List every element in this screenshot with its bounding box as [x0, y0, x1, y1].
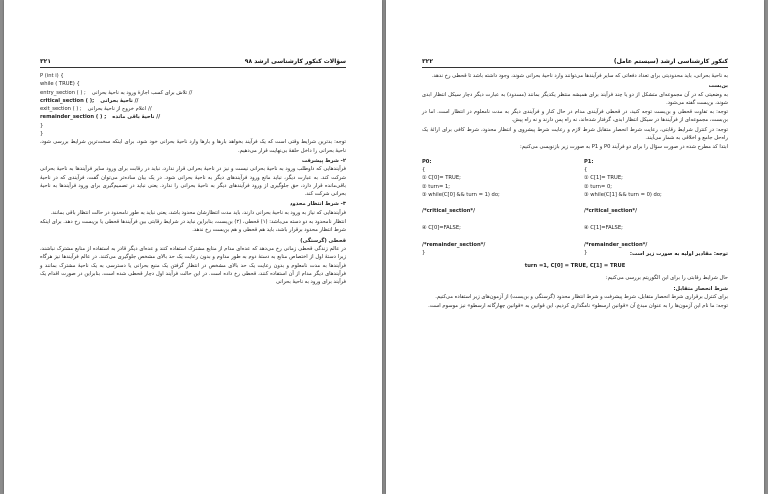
right-page-body — [422, 72, 728, 464]
paragraph: انتظار نامحدود به دو دسته می‌باشد: (۱) قحطی، (۲) بن‌بست، بنابراین نباید در شرایط رقابتی بین فرآیندها قحطی یا بن‌بست رخ دهد. برای اینکه شرط انتظار محدود برقرار باشد، باید هم قحطی و هم بن‌بست رخ ندهد. — [40, 219, 346, 234]
code-text: } — [40, 131, 44, 138]
note-paragraph-2: توجه: در کنترل شرایط رقابتی، رعایت شرط انحصار متقابل شرط لازم و رعایت شرط پیشروی و انتظار محدود، شرط کافی برای ارائهٔ یک راه‌حل جامع و اخلاقی به شمار می‌آیند. — [422, 126, 728, 142]
code-line — [40, 97, 346, 105]
code-line — [40, 130, 346, 138]
p1-code-line: ④ C[1]=FALSE; — [584, 225, 623, 232]
note-paragraph-3: ابتدا کد مطرح شده در صورت سؤال را برای دو فرآیند P0 و P1 به صورت زیر بازنویسی می‌کنیم: — [520, 144, 728, 151]
left-text-blocks — [40, 138, 346, 286]
p1-code-line — [584, 199, 724, 207]
code-line — [40, 122, 346, 130]
code-text: P (int i) { — [40, 73, 64, 79]
p0-code-line: /*critical_section*/ — [422, 208, 476, 215]
right-page-header — [422, 55, 728, 68]
note-paragraph-1: توجه: به تفاوت قحطی و بن‌بست توجه کنید، در قحطی فرآیندی مدام در حال کنار و فرآیندی دیگر به مدت نامعلوم در انتظار است. اما در بن‌بست، مجموعه‌ای از فرآیندها در سیکل انتظار ابدی، گرفتار شده‌اند، نه راه پس دارند و نه راه پیش. — [422, 109, 728, 124]
note-paragraph-4: توجه: مقادیر اولیه به صورت زیر است: — [629, 250, 728, 257]
section-heading: ۲- شرط پیشرفت — [301, 157, 346, 164]
code-text: while ( TRUE) { — [40, 81, 80, 88]
code-comment: // اعلام خروج از ناحیهٔ بحرانی — [87, 106, 152, 113]
code-text: entry_section ( ) ; — [40, 89, 86, 96]
intro-paragraph: به ناحیهٔ بحرانی، باید محدودیتی برای تعداد دفعاتی که سایر فرآیندها می‌توانند وارد ناحیهٔ بحرانی شوند، وجود داشته باشد تا قحطی رخ ندهد. — [431, 73, 728, 79]
left-page — [4, 0, 382, 494]
p0-code-line: /*remainder_section*/ — [422, 241, 486, 248]
code-block — [40, 72, 346, 138]
p1-code — [584, 158, 724, 258]
code-text: remainder_section ( ) ; — [40, 114, 107, 121]
paragraph: توجه: بدترین شرایط وقتی است که یک فرآیند بخواهد بارها و بارها وارد ناحیهٔ بحرانی خود شود، برای اینکه سخت‌ترین شرایط بررسی شود، ناحیهٔ بحرانی را داخل حلقهٔ بی‌نهایت قرار می‌دهیم. — [40, 139, 346, 154]
note-paragraph-5: توجه: ما نام این آزمون‌ها را به عنوان مبدع آن «قوانین ارسطو» نامگذاری کردیم، این قوانین به «قوانین چهارگانه ارسطو» نیز موسوم است. — [428, 303, 728, 310]
p1-code-line: /*remainder_section*/ — [584, 241, 648, 248]
code-line — [40, 72, 346, 80]
p0-code-line — [422, 199, 562, 207]
p1-title: P1: — [584, 158, 594, 165]
p1-code-line: { — [584, 166, 588, 173]
deadlock-paragraph: به وضعیتی که در آن مجموعه‌ای متشکل از دو یا چند فرآیند برای همیشه منتظر یکدیگر بمانند (مسدود) به عبارت دیگر دچار سیکل انتظار ابدی شوند، بن‌بست گفته می‌شود. — [422, 91, 728, 106]
paragraph: فرآیندهایی که نیاز به ورود به ناحیهٔ بحرانی دارند، باید مدت انتظارشان محدود باشد، یعنی نباید به طور نامحدود در حالت انتظار باقی بمانند. — [50, 209, 346, 216]
p1-code-line: ① C[1]= TRUE; — [584, 175, 623, 182]
p0-code-line: { — [422, 166, 426, 173]
p0-code-line: ① C[0]= TRUE; — [422, 175, 461, 182]
code-line — [40, 113, 346, 121]
p0-code-line — [422, 232, 562, 240]
p0-code-line: ③ while(C[0] && turn = 1) do; — [422, 191, 500, 198]
code-text: } — [40, 122, 44, 129]
section-heading: قحطی (گرسنگی) — [300, 237, 346, 244]
mutex-heading: شرط انحصار متقابل: — [673, 285, 728, 292]
p1-code-line: } — [584, 249, 588, 256]
mutex-paragraph: برای کنترل برقراری شرط انحصار متقابل، شرط پیشرفت و شرط انتظار محدود (گرسنگی و بن‌بست) از آزمون‌های زیر استفاده می‌کنیم. — [435, 293, 728, 300]
code-line — [40, 105, 346, 113]
code-line — [40, 80, 346, 88]
code-comment: // ناحیهٔ بحرانی — [100, 97, 139, 104]
p0-code-line — [422, 216, 562, 224]
left-page-number: ۳۲۱ — [40, 58, 51, 65]
p1-code-line: /*critical_section*/ — [584, 208, 638, 215]
after-equation-paragraph: حال شرایط رقابتی را برای این الگوریتم بررسی می‌کنیم: — [605, 275, 728, 282]
left-page-body — [40, 72, 346, 464]
p1-code-line — [584, 232, 724, 240]
p0-code-line: ④ C[0]=FALSE; — [422, 225, 461, 232]
code-comment: // تلاش برای کسب اجازهٔ ورود به ناحیهٔ بحرانی — [91, 89, 193, 96]
section-heading: ۳- شرط انتظار محدود — [289, 201, 346, 208]
code-text: critical_section ( ); — [40, 97, 95, 104]
left-page-header — [40, 55, 346, 68]
right-page — [386, 0, 764, 494]
code-comment: // ناحیهٔ باقی مانده — [112, 114, 161, 121]
p0-code-line: } — [422, 249, 426, 256]
p1-code-line: ③ while(C[1] && turn = 0) do; — [584, 191, 662, 198]
p0-code — [422, 158, 562, 258]
right-page-number: ۳۲۲ — [422, 58, 433, 65]
p1-code-line — [584, 216, 724, 224]
deadlock-heading: بن‌بست — [708, 83, 728, 90]
p1-code-line: ② turn= 0; — [584, 183, 612, 190]
p0-title: P0: — [422, 158, 432, 165]
right-page-header-title: کنکور کارشناسی ارشد (سیستم عامل) — [613, 58, 728, 65]
paragraph: در عالم زندگی قحطی زمانی رخ می‌دهد که عده‌ای مدام از منابع مشترک استفاده کنند و عده‌ای دیگر قادر به استفاده از منابع مشترک نباشند، زیرا دستهٔ اول از اختصاص منابع به دستهٔ دوم به طور مداوم و بدون رعایت یک حد بالای مشخص جلوگیری می‌کنند. در عالم فرآیندها نیز هرگاه فرآیندها به مدت نامعلوم و بدون رعایت یک حد بالای مشخص در انتظار گرفتن یک منبع بحرانی یا دسترسی به یک ناحیهٔ مشترک بمانند و فرآیندهای دیگر مدام از آن استفاده کنند، قحطی رخ داده است. در این حالت فرآیند اول دچار قحطی شده است، بنابراین در صورت اقدام یک فرآیند برای ورود به ناحیهٔ بحرانی — [40, 245, 346, 286]
code-line — [40, 89, 346, 97]
p0-code-line: ② turn= 1; — [422, 183, 450, 190]
code-text: exit_section ( ) ; — [40, 106, 82, 113]
paragraph: فرآیندهایی که داوطلب ورود به ناحیهٔ بحرانی نیست و نیز در ناحیهٔ بحرانی قرار ندارد، نباید در رقابت برای ورود سایر فرآیندها به ناحیهٔ بحرانی شرکت کند. به عبارت دیگر، نباید مانع ورود فرآیندهای دیگر به ناحیهٔ بحرانی شود. در یک بیان ساده‌تر می‌توان گفت، فرآیندی که در ناحیهٔ باقی‌مانده قرار دارد، حق جلوگیری از ورود فرآیندهای دیگر به ناحیهٔ بحرانی را ندارد. یعنی نباید در تصمیم‌گیری برای ورود فرآیندها به ناحیهٔ بحرانی شرکت کند. — [40, 166, 346, 198]
left-page-header-title: سؤالات کنکور کارشناسی ارشد ۹۸ — [244, 58, 346, 65]
init-equation: turn =1, C[0] = TRUE, C[1] = TRUE — [524, 262, 626, 269]
